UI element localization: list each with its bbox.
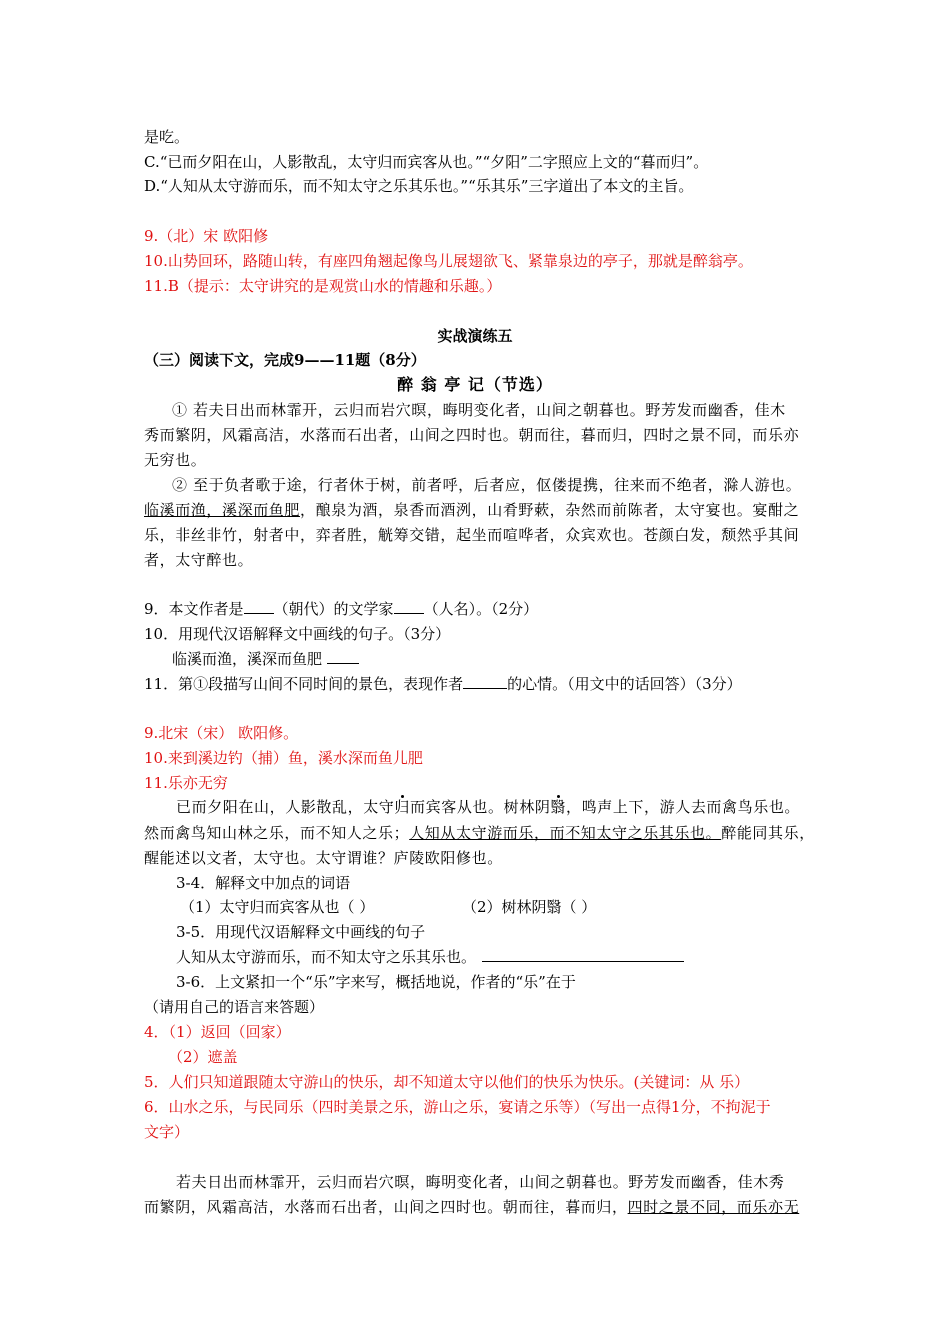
passage2-line1 bbox=[176, 797, 800, 817]
q10-sentence-text: 临溪而渔，溪深而鱼肥 bbox=[172, 650, 323, 668]
passage-p2-line2 bbox=[144, 500, 799, 520]
passage2-line3: 醒能述以文者，太守也。太守谓谁？庐陵欧阳修也。 bbox=[144, 849, 503, 867]
passage3-line1: 若夫日出而林霏开，云归而岩穴暝，晦明变化者，山间之朝暮也。野芳发而幽香，佳木秀 bbox=[176, 1173, 785, 1191]
question-3-4-item1: （1）太守归而宾客从也（ ） bbox=[180, 898, 375, 916]
passage-p1-line1: ① 若夫日出而林霏开，云归而岩穴暝，晦明变化者，山间之朝暮也。野芳发而幽香，佳木 bbox=[172, 401, 786, 419]
question-3-5: 3-5．用现代汉语解释文中画线的句子 bbox=[176, 923, 426, 941]
passage-p2-line1: ② 至于负者歌于途，行者休于树，前者呼，后者应，伛偻提携，往来而不绝者，滁人游也。 bbox=[172, 476, 802, 494]
question-3-5-sentence bbox=[176, 947, 684, 967]
q10-blank[interactable] bbox=[327, 649, 359, 664]
answer-4-1: 4．（1）返回（回家） bbox=[144, 1023, 291, 1041]
underlined-sentence-2: 人知从太守游而乐，而不知太守之乐其乐也。 bbox=[409, 824, 722, 842]
option-c: C.“已而夕阳在山，人影散乱，太守归而宾客从也。”“夕阳”二字照应上文的“暮而归”。 bbox=[144, 153, 709, 171]
answer-9: 9.北宋（宋） 欧阳修。 bbox=[144, 724, 299, 742]
question-10-sentence bbox=[172, 649, 359, 669]
prev-answer-10: 10.山势回环，路随山转，有座四角翘起像鸟儿展翅欲飞、紧靠泉边的亭子，那就是醉翁亭。 bbox=[144, 252, 753, 270]
passage2-l2b: 醉能同其乐， bbox=[721, 824, 815, 842]
q9-text-c: （人名）。（2分） bbox=[423, 600, 539, 618]
q9-blank-author[interactable] bbox=[394, 599, 424, 614]
dotted-word-yi: 翳 bbox=[550, 798, 567, 816]
question-3-4-item2: （2）树林阴翳（ ） bbox=[462, 898, 597, 916]
passage-p1-line2: 秀而繁阴，风霜高洁，水落而石出者，山间之四时也。朝而往，暮而归，四时之景不同，而乐亦 bbox=[144, 426, 800, 444]
passage3-line2 bbox=[144, 1197, 799, 1217]
section-title: 实战演练五 bbox=[437, 327, 513, 345]
q9-text-a: 9．本文作者是 bbox=[144, 600, 244, 618]
essay-title: 醉 翁 亭 记（节选） bbox=[397, 375, 553, 394]
option-b-tail: 是吃。 bbox=[144, 128, 190, 146]
answer-6-line2: 文字） bbox=[144, 1123, 190, 1141]
answer-4-2: （2）遮盖 bbox=[168, 1048, 238, 1066]
question-11 bbox=[144, 674, 742, 694]
q11-text-a: 11．第①段描写山间不同时间的景色，表现作者 bbox=[144, 675, 464, 693]
passage2-l1b: 而宾客从也。树林阴 bbox=[410, 798, 551, 816]
section-instruction: （三）阅读下文，完成9——11题（8分） bbox=[144, 351, 426, 369]
answer-6-line1: 6．山水之乐，与民同乐（四时美景之乐，游山之乐，宴请之乐等）（写出一点得1分，不拘泥于 bbox=[144, 1098, 771, 1116]
question-10: 10．用现代汉语解释文中画线的句子。（3分） bbox=[144, 625, 451, 643]
passage3-l2a: 而繁阴，风霜高洁，水落而石出者，山间之四时也。朝而往，暮而归， bbox=[144, 1198, 628, 1216]
q35-blank[interactable] bbox=[482, 947, 684, 962]
passage2-l1c: ，鸣声上下，游人去而禽鸟乐也。 bbox=[566, 798, 801, 816]
passage-p2-line2-rest: ，酿泉为酒，泉香而酒洌，山肴野蔌，杂然而前陈者，太守宴也。宴酣之 bbox=[300, 501, 800, 519]
answer-5: 5．人们只知道跟随太守游山的快乐，却不知道太守以他们的快乐为快乐。(关键词：从 乐） bbox=[144, 1073, 750, 1091]
passage2-l2a: 然而禽鸟知山林之乐，而不知人之乐； bbox=[144, 824, 410, 842]
question-3-6-note: （请用自己的语言来答题） bbox=[144, 998, 325, 1016]
q11-text-b: 的心情。（用文中的话回答）（3分） bbox=[507, 675, 742, 693]
q9-text-b: （朝代）的文学家 bbox=[273, 600, 394, 618]
passage-p1-line3: 无穷也。 bbox=[144, 451, 207, 469]
dotted-word-gui: 归 bbox=[394, 798, 411, 816]
answer-10: 10.来到溪边钓（捕）鱼，溪水深而鱼儿肥 bbox=[144, 749, 423, 767]
underlined-sentence: 临溪而渔，溪深而鱼肥 bbox=[144, 501, 301, 519]
passage2-line2 bbox=[144, 823, 815, 843]
prev-answer-9: 9.（北）宋 欧阳修 bbox=[144, 227, 269, 245]
option-d: D.“人知从太守游而乐，而不知太守之乐其乐也。”“乐其乐”三字道出了本文的主旨。 bbox=[144, 177, 694, 195]
passage-p2-line3: 乐，非丝非竹，射者中，弈者胜，觥筹交错，起坐而喧哗者，众宾欢也。苍颜白发，颓然乎其间 bbox=[144, 526, 800, 544]
passage2-l1a: 已而夕阳在山，人影散乱，太守 bbox=[176, 798, 395, 816]
question-9 bbox=[144, 599, 538, 619]
question-3-4: 3-4．解释文中加点的词语 bbox=[176, 874, 351, 892]
answer-11: 11.乐亦无穷 bbox=[144, 774, 228, 792]
underlined-sentence-3: 四时之景不同，而乐亦无 bbox=[627, 1198, 800, 1216]
q9-blank-dynasty[interactable] bbox=[244, 599, 274, 614]
question-3-6: 3-6．上文紧扣一个“乐”字来写，概括地说，作者的“乐”在于 bbox=[176, 973, 576, 991]
q11-blank[interactable] bbox=[463, 674, 507, 689]
passage-p2-line4: 者，太守醉也。 bbox=[144, 551, 254, 569]
prev-answer-11: 11.B（提示：太守讲究的是观赏山水的情趣和乐趣。） bbox=[144, 277, 502, 295]
q35-sentence-text: 人知从太守游而乐，而不知太守之乐其乐也。 bbox=[176, 948, 477, 966]
